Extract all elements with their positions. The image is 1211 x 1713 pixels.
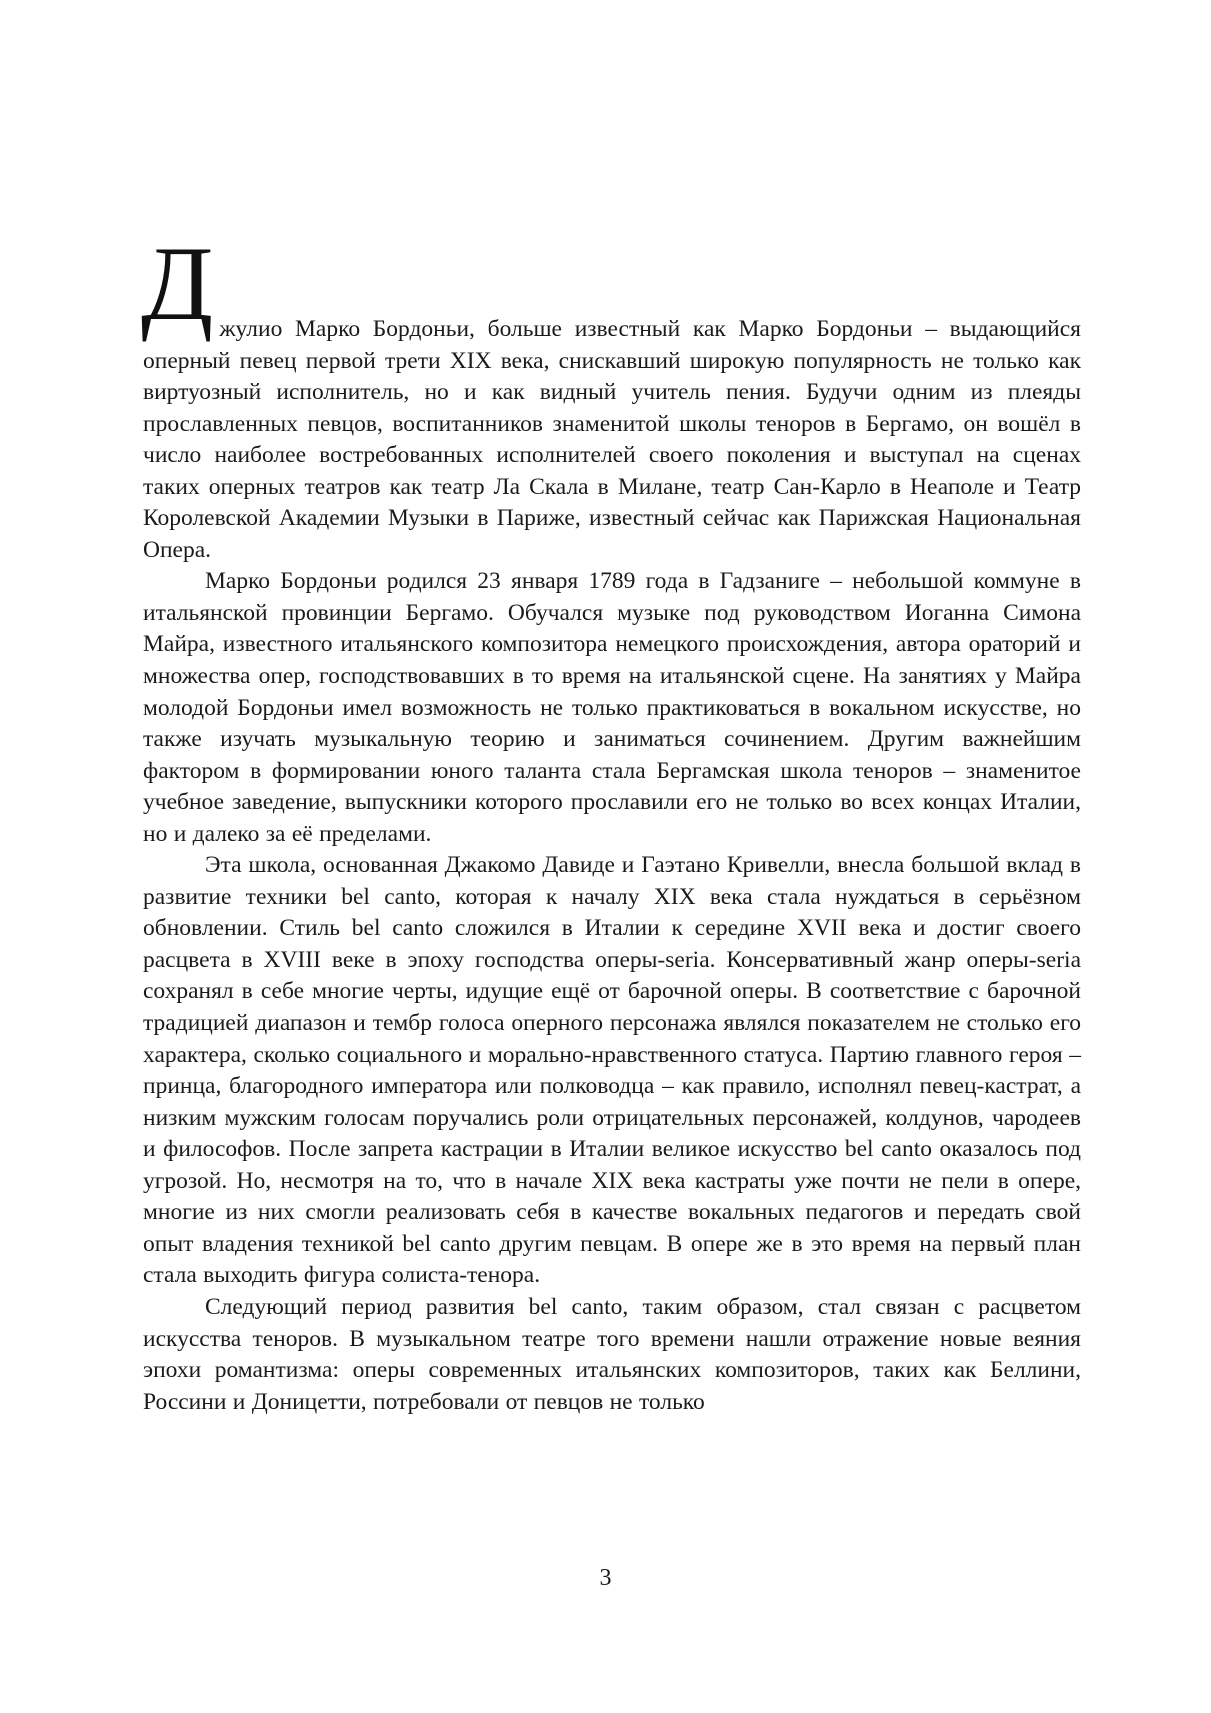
page-number: 3: [599, 1565, 612, 1591]
paragraph-intro: [141, 225, 1081, 566]
article-body: [141, 225, 1081, 1418]
paragraph-birth: Марко Бордоньи родился 23 января 1789 года в Гадзаниге – небольшой коммуне в итальянской провинции Бергамо. Обучался музыке под руководством Иоганна Симона Майра, известного итальянского композитора немецкого происхождения, автора ораторий и множества опер, господствовавших в то время на итальянской сцене. На занятиях у Майра молодой Бордоньи имел возможность не только практиковаться в вокальном искусстве, но также изучать музыкальную теорию и заниматься сочинением. Другим важнейшим фактором в формировании юного таланта стала Бергамская школа теноров – знаменитое учебное заведение, выпускники которого прославили его не только во всех концах Италии, но и далеко за её пределами.: [143, 568, 1081, 847]
paragraph-intro-text: жулио Марко Бордоньи, больше известный как Марко Бордоньи – выдающийся оперный певец первой трети XIX века, снискавший широкую популярность не только как виртуозный исполнитель, но и как видный учитель пения. Будучи одним из плеяды прославленных певцов, воспитанников знаменитой школы теноров в Бергамо, он вошёл в число наиболее востребованных исполнителей своего поколения и выступал на сценах таких оперных театров как театр Ла Скала в Милане, театр Сан-Карло в Неаполе и Театр Королевской Академии Музыки в Париже, известный сейчас как Парижская Национальная Опера.: [143, 316, 1081, 563]
paragraph-school: Эта школа, основанная Джакомо Давиде и Гаэтано Кривелли, внесла большой вклад в развитие техники bel canto, которая к началу XIX века стала нуждаться в серьёзном обновлении. Стиль bel canto сложился в Италии к середине XVII века и достиг своего расцвета в XVIII веке в эпоху господства оперы-seria. Консервативный жанр оперы-seria сохранял в себе многие черты, идущие ещё от барочной оперы. В соответствие с барочной традицией диапазон и тембр голоса оперного персонажа являлся показателем не столько его характера, сколько социального и морально-нравственного статуса. Партию главного героя – принца, благородного императора или полководца – как правило, исполнял певец-кастрат, а низким мужским голосам поручались роли отрицательных персонажей, колдунов, чародеев и философов. После запрета кастрации в Италии великое искусство bel canto оказалось под угрозой. Но, несмотря на то, что в начале XIX века кастраты уже почти не пели в опере, многие из них смогли реализовать себя в качестве вокальных педагогов и передать свой опыт владения техникой bel canto другим певцам. В опере же в это время на первый план стала выходить фигура солиста-тенора.: [143, 852, 1081, 1289]
paragraph-period: Следующий период развития bel canto, таким образом, стал связан с расцветом искусства теноров. В музыкальном театре того времени нашли отражение новые веяния эпохи романтизма: оперы современных итальянских композиторов, таких как Беллини, Россини и Доницетти, потребовали от певцов не только: [143, 1293, 1081, 1415]
drop-cap: Д: [141, 225, 214, 342]
